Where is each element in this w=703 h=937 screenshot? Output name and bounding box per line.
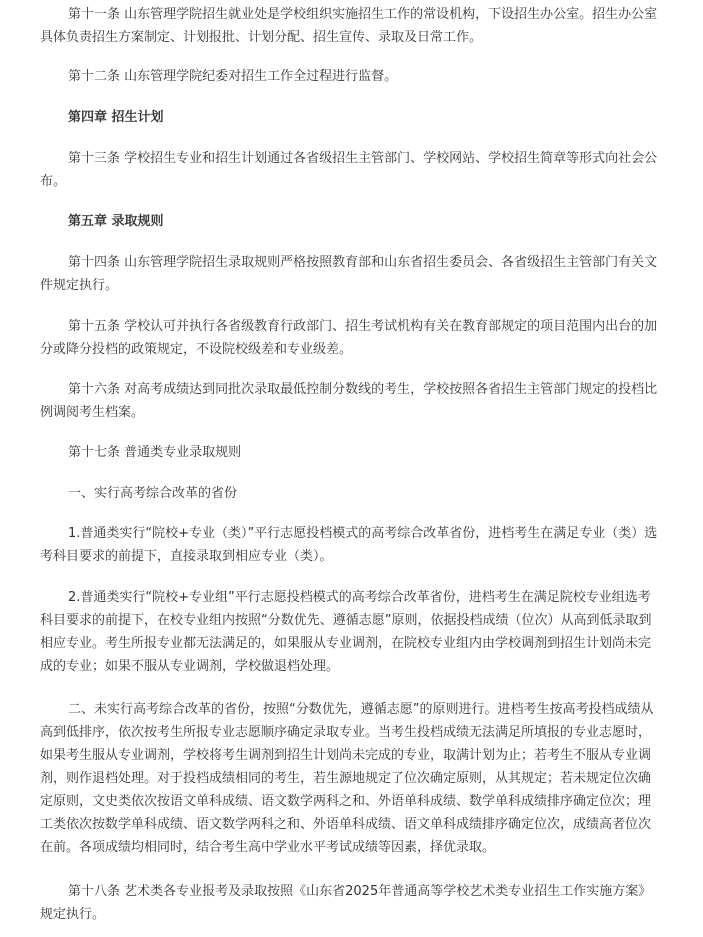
article-17: 第十七条 普通类专业录取规则 <box>68 445 242 460</box>
article-12: 第十二条 山东管理学院纪委对招生工作全过程进行监督。 <box>68 69 398 84</box>
article-15: 第十五条 学校认可并执行各省级教育行政部门、招生考试机构有关在教育部规定的项目范围内出台的加分或降分投档的政策规定，不设院校级差和专业级差。 <box>40 319 658 357</box>
article-18: 第十八条 艺术类各专业报考及录取按照《山东省2025年普通高等学校艺术类专业招生工作实施方案》规定执行。 <box>40 884 652 922</box>
section-1-heading: 一、实行高考综合改革的省份 <box>68 486 238 501</box>
chapter-5-heading: 第五章 录取规则 <box>68 214 164 229</box>
article-14: 第十四条 山东管理学院招生录取规则严格按照教育部和山东省招生委员会、各省级招生主管部门有关文件规定执行。 <box>40 255 658 293</box>
section-2: 二、未实行高考综合改革的省份，按照“分数优先，遵循志愿”的原则进行。进档考生按高考投档成绩从高到低排序，依次按考生所报专业志愿顺序确定录取专业。当考生投档成绩无法满足所填报的专业志愿时，如果考生服从专业调剂，学校将考生调剂到招生计划尚未完成的专业，取满计划为止；若考生不服从专业调剂，则作退档处理。对于投档成绩相同的考生，若生源地规定了位次确定原则，从其规定；若未规定位次确定原则，文史类依次按语文单科成绩、语文数学两科之和、外语单科成绩、数学单科成绩排序确定位次；理工类依次按数学单科成绩、语文数学两科之和、外语单科成绩、语文单科成绩排序确定位次，成绩高者位次在前。各项成绩均相同时，结合考生高中学业水平考试成绩等因素，择优录取。 <box>40 702 654 855</box>
article-13: 第十三条 学校招生专业和招生计划通过各省级招生主管部门、学校网站、学校招生简章等形式向社会公布。 <box>40 151 658 189</box>
article-11: 第十一条 山东管理学院招生就业处是学校组织实施招生工作的常设机构，下设招生办公室。招生办公室具体负责招生方案制定、计划报批、计划分配、招生宣传、录取及日常工作。 <box>40 7 658 45</box>
rule-2: 2.普通类实行“院校+专业组”平行志愿投档模式的高考综合改革省份，进档考生在满足院校专业组选考科目要求的前提下，在校专业组内按照“分数优先、遵循志愿”原则，依据投档成绩（位次）从高到低录取到相应专业。考生所报专业都无法满足的，如果服从专业调剂，在院校专业组内由学校调剂到招生计划尚未完成的专业；如果不服从专业调剂，学校做退档处理。 <box>40 590 652 674</box>
article-16: 第十六条 对高考成绩达到同批次录取最低控制分数线的考生，学校按照各省招生主管部门规定的投档比例调阅考生档案。 <box>40 382 658 420</box>
rule-1: 1.普通类实行“院校+专业（类）”平行志愿投档模式的高考综合改革省份，进档考生在满足专业（类）选考科目要求的前提下，直接录取到相应专业（类）。 <box>40 526 658 564</box>
chapter-4-heading: 第四章 招生计划 <box>68 110 164 125</box>
